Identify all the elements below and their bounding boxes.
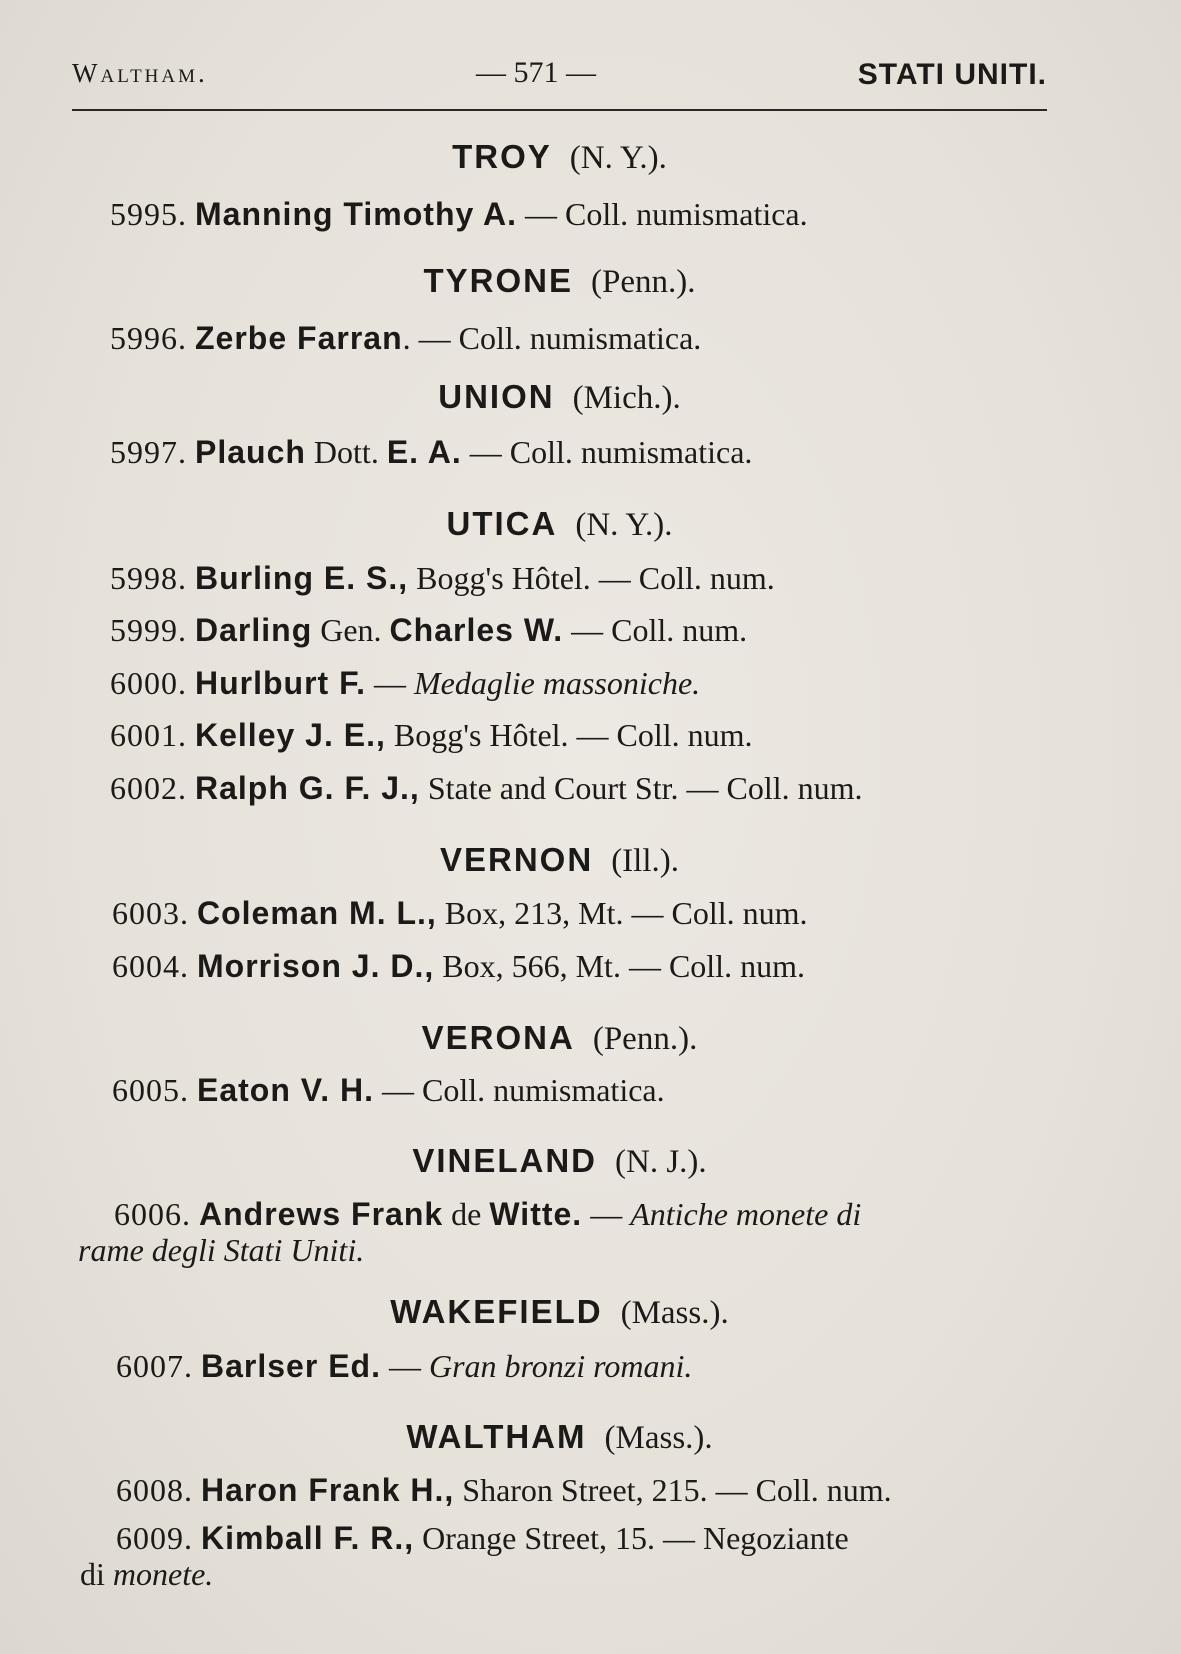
city-heading-troy	[72, 138, 1047, 177]
entry-6009	[116, 1520, 849, 1557]
entry-number: 6003.	[112, 895, 189, 931]
entry-5999	[110, 612, 747, 649]
page-number: — 571 —	[476, 56, 596, 89]
entry-name: Ralph G. F. J.,	[195, 770, 420, 806]
entry-6004	[112, 948, 805, 985]
entry-name-given: Charles W.	[389, 612, 564, 648]
header-right-title: STATI UNITI.	[857, 58, 1047, 91]
entry-text: . — Coll. numismatica.	[402, 320, 702, 356]
entry-text: State and Court Str. — Coll. num.	[419, 770, 863, 806]
city-state: (Penn.).	[592, 1021, 698, 1057]
entry-number: 6006.	[114, 1196, 191, 1232]
city-heading-waltham	[72, 1418, 1047, 1457]
entry-name: Darling	[195, 612, 313, 648]
entry-6006	[114, 1196, 861, 1233]
entry-number: 6000.	[110, 665, 187, 701]
entry-text: Bogg's Hôtel. — Coll. num.	[385, 717, 753, 753]
entry-dash: —	[582, 1196, 631, 1232]
entry-title: Gen.	[312, 612, 390, 648]
entry-6001	[110, 717, 753, 754]
entry-number: 6004.	[112, 948, 189, 984]
header-rule	[72, 109, 1047, 111]
city-name: TYRONE	[423, 262, 574, 299]
city-heading-wakefield	[72, 1293, 1047, 1332]
entry-5996	[110, 320, 701, 357]
entry-number: 6002.	[110, 770, 187, 806]
entry-name: Eaton V. H.	[197, 1072, 374, 1108]
city-name: WAKEFIELD	[390, 1293, 603, 1330]
entry-collection: Medaglie massoniche.	[413, 665, 701, 701]
entry-number: 6007.	[116, 1348, 193, 1384]
city-name: WALTHAM	[406, 1418, 587, 1455]
city-state: (Mich.).	[572, 380, 681, 416]
entry-collection: Gran bronzi romani.	[428, 1348, 693, 1384]
entry-particle: de	[443, 1196, 490, 1232]
entry-5995	[110, 196, 808, 233]
entry-5998	[110, 560, 775, 597]
city-heading-union	[72, 378, 1047, 417]
entry-text: Box, 213, Mt. — Coll. num.	[436, 895, 808, 931]
entry-6008	[116, 1472, 892, 1509]
header-left-title: Waltham.	[72, 58, 208, 88]
entry-text-continued: di	[80, 1556, 113, 1592]
entry-name: Kimball F. R.,	[201, 1520, 415, 1556]
entry-name: Coleman M. L.,	[197, 895, 437, 931]
entry-number: 5998.	[110, 560, 187, 596]
entry-name-initials: E. A.	[386, 434, 462, 470]
entry-name: Hurlburt F.	[195, 665, 366, 701]
entry-collection-continued: rame degli Stati Uniti.	[78, 1232, 365, 1268]
entry-6003	[112, 895, 808, 932]
city-heading-verona	[72, 1019, 1047, 1058]
city-name: VERNON	[440, 841, 594, 878]
entry-5997	[110, 434, 752, 471]
entry-name-surname: Witte.	[489, 1196, 583, 1232]
entry-name: Haron Frank H.,	[201, 1472, 455, 1508]
city-name: VERONA	[421, 1019, 575, 1056]
running-header	[72, 52, 1047, 92]
city-heading-utica	[72, 505, 1047, 544]
entry-text: Orange Street, 15. — Negoziante	[414, 1520, 849, 1556]
entry-name: Morrison J. D.,	[197, 948, 435, 984]
entry-name: Plauch	[195, 434, 306, 470]
city-name: TROY	[452, 138, 552, 175]
entry-number: 5997.	[110, 434, 187, 470]
city-state: (N. Y.).	[569, 140, 667, 176]
city-heading-tyrone	[72, 262, 1047, 301]
city-state: (Mass.).	[604, 1420, 713, 1456]
entry-text: — Coll. numismatica.	[461, 434, 753, 470]
city-state: (Penn.).	[591, 264, 696, 300]
entry-number: 6001.	[110, 717, 187, 753]
entry-6000	[110, 665, 700, 702]
city-name: UNION	[438, 378, 555, 415]
city-state: (Mass.).	[620, 1295, 729, 1331]
city-heading-vineland	[72, 1142, 1047, 1181]
entry-name: Zerbe Farran	[195, 320, 403, 356]
entry-title: Dott.	[305, 434, 387, 470]
city-state: (N. Y.).	[575, 507, 673, 543]
entry-text: Bogg's Hôtel. — Coll. num.	[408, 560, 775, 596]
entry-6006-continuation	[78, 1232, 364, 1269]
entry-6007	[116, 1348, 692, 1385]
entry-name: Burling E. S.,	[195, 560, 409, 596]
city-name: VINELAND	[412, 1142, 598, 1179]
entry-text: — Coll. num.	[563, 612, 748, 648]
entry-name: Kelley J. E.,	[195, 717, 386, 753]
entry-name: Andrews Frank	[199, 1196, 444, 1232]
entry-6005	[112, 1072, 665, 1109]
city-state: (Ill.).	[611, 843, 679, 879]
entry-text: Sharon Street, 215. — Coll. num.	[454, 1472, 892, 1508]
entry-number: 6008.	[116, 1472, 193, 1508]
entry-number: 5995.	[110, 196, 187, 232]
entry-collection-continued: monete.	[112, 1556, 214, 1592]
entry-text: Box, 566, Mt. — Coll. num.	[434, 948, 805, 984]
city-heading-vernon	[72, 841, 1047, 880]
entry-text: — Coll. numismatica.	[373, 1072, 665, 1108]
entry-text: — Coll. numismatica.	[516, 196, 808, 232]
entry-number: 5999.	[110, 612, 187, 648]
entry-name: Barlser Ed.	[201, 1348, 381, 1384]
entry-name: Manning Timothy A.	[195, 196, 517, 232]
entry-number: 5996.	[110, 320, 187, 356]
entry-dash: —	[365, 665, 414, 701]
city-name: UTICA	[446, 505, 558, 542]
entry-dash: —	[380, 1348, 429, 1384]
entry-number: 6005.	[112, 1072, 189, 1108]
entry-number: 6009.	[116, 1520, 193, 1556]
city-state: (N. J.).	[615, 1144, 707, 1180]
entry-6002	[110, 770, 862, 807]
entry-collection: Antiche monete di	[630, 1196, 862, 1232]
entry-6009-continuation	[80, 1556, 213, 1593]
